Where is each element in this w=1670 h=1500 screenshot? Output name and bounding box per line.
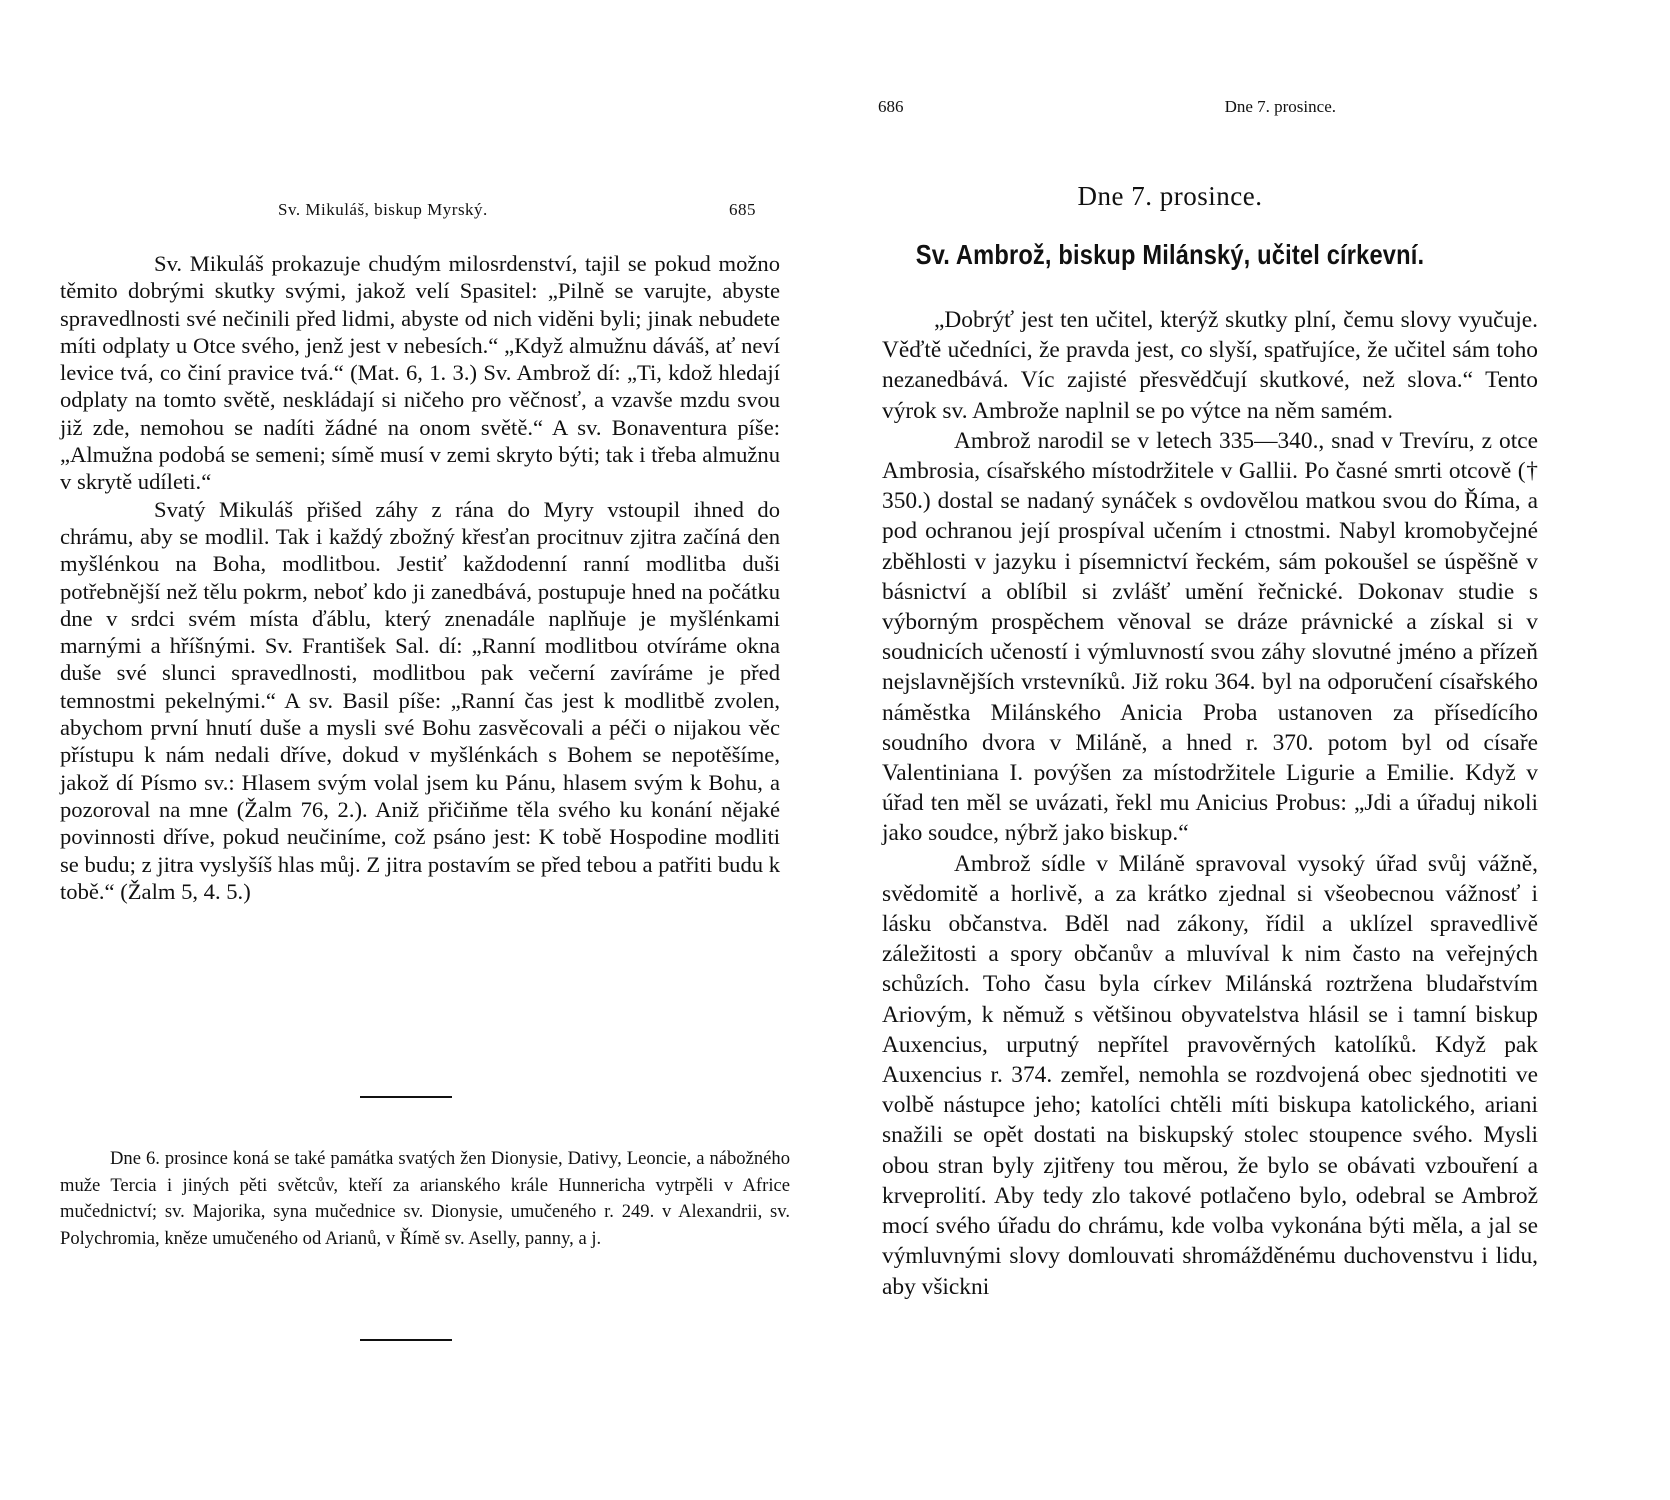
section-divider	[360, 1339, 452, 1341]
left-body-text	[60, 250, 780, 905]
right-paragraph-2: Ambrož narodil se v letech 335—340., snad v Trevíru, z otce Ambrosia, císařského místodržitele v Gallii. Po časné smrti otcově († 350.) dostal se nadaný synáček s ovdovělou matkou svou do Říma, a pod ochranou její prospíval učením i ctnostmi. Nabyl kromobyčejné zběhlosti v jazyku i písemnictví řeckém, sám pokoušel se úspěšně v básnictví a oblíbil si zvlášť umění řečnické. Dokonav studie s výborným prospěchem věnoval se dráze právnické a získal si v soudnicích učeností i výmluvností svou záhy slovutné jméno a přízeň nejslavnějších vrstevníků. Již roku 364. byl na odporučení císařského náměstka Milánského Anicia Proba ustanoven za přísedícího soudního dvora v Miláně, a hned r. 370. potom byl od císaře Valentiniana I. povýšen za místodržitele Ligurie a Emilie. Když v úřad ten měl se uvázati, řekl mu Anicius Probus: „Jdi a úřaduj nikoli jako soudce, nýbrž jako biskup.“	[882, 427, 1538, 847]
feast-date: Dne 7. prosince.	[1077, 181, 1263, 211]
left-page-number: 685	[729, 200, 756, 219]
footnote	[60, 1146, 790, 1252]
right-page-number: 686	[878, 97, 904, 116]
section-divider	[360, 1096, 452, 1098]
right-paragraph-1: „Dobrýť jest ten učitel, kterýž skutky plní, čemu slovy vyučuje. Věďtě učedníci, že pravda jest, co slyší, spatřujíce, že učitel sám toho nezanedbává. Víc zajisté přesvědčují skutkové, než slova.“ Tento výrok sv. Ambrože naplnil se po výtce na něm samém.	[882, 307, 1538, 424]
left-paragraph-1: Sv. Mikuláš prokazuje chudým milosrdenství, tajil se pokud možno těmito dobrými skutky svými, jakož velí Spasitel: „Pilně se varujte, abyste spravedlnosti své nečinili před lidmi, abyste od nich viděni byli; jinak nebudete míti odplaty u Otce svého, jenž jest v nebesích.“ „Když almužnu dáváš, ať neví levice tvá, co činí pravice tvá.“ (Mat. 6, 1. 3.) Sv. Ambrož dí: „Ti, kdož hledají odplaty na tomto světě, neskládají si ničeho pro věčnosť, a vzavše mzdu svou již zde, nemohou se nadíti žádné na onom světě.“ A sv. Bonaventura píše: „Almužna podobá se semeni; símě musí v zemi skryto býti; tak i třeba almužnu v skrytě udíleti.“	[60, 251, 780, 495]
right-page	[835, 0, 1670, 1500]
right-header-title: Dne 7. prosince.	[1224, 97, 1336, 116]
right-running-header	[878, 97, 1336, 117]
footnote-text: Dne 6. prosince koná se také památka svatých žen Dionysie, Dativy, Leoncie, a nábožného muže Tercia i jiných pěti světcův, kteří za arianského krále Hunnericha vytrpěli v Africe mučednictví; sv. Majorika, syna mučednice sv. Dionysie, umučeného r. 249. v Alexandrii, sv. Polychromia, kněze umučeného od Arianů, v Římě sv. Aselly, panny, a j.	[60, 1148, 790, 1249]
right-paragraph-3: Ambrož sídle v Miláně spravoval vysoký úřad svůj vážně, svědomitě a horlivě, a za krátko zjednal si všeobecnou vážnosť i lásku občanstva. Bděl nad zákony, řídil a uklízel spravedlivě záležitosti a spory občanův a mluvíval k nim často na veřejných schůzích. Toho času byla církev Milánská roztržena bludařstvím Ariovým, k němuž s většinou obyvatelstva hlásil se i tamní biskup Auxencius, urputný nepřítel pravověrných katolíků. Když pak Auxencius r. 374. zemřel, nemohla se rozdvojená obec sjednotiti ve volbě nástupce jeho; katolíci chtěli míti biskupa katolického, ariani snažili se opět dostati na biskupský stolec stoupence svého. Mysli obou stran byly zjitřeny tou měrou, že bylo se obávati vzbouření a krveprolití. Aby tedy zlo takové potlačeno bylo, odebral se Ambrož mocí svého úřadu do chrámu, kde volba vykonána býti měla, a jal se výmluvnými slovy domlouvati shromážděnému duchovenstvu i lidu, aby všickni	[882, 850, 1538, 1300]
left-header-title: Sv. Mikuláš, biskup Myrský.	[278, 200, 488, 219]
right-body-text	[882, 305, 1538, 1302]
left-paragraph-2: Svatý Mikuláš přišed záhy z rána do Myry vstoupil ihned do chrámu, aby se modlil. Tak i každý zbožný křesťan procitnuv zjitra začíná den myšlénkou na Boha, modlitbou. Jestiť každodenní ranní modlitba duši potřebnější než tělu pokrm, neboť kdo ji zanedbává, postupuje hned na počátku dne v srdci svém místa ďáblu, který znenadále naplňuje je myšlénkami marnými a hříšnými. Sv. František Sal. dí: „Ranní modlitbou otvíráme okna duše své slunci spravedlnosti, modlitbou pak večerní zavíráme je před temnostmi pekelnými.“ A sv. Basil píše: „Ranní čas jest k modlitbě zvolen, abychom první hnutí duše a mysli své Bohu zasvěcovali a péči o nijakou věc přístupu k nám nedali dříve, dokud v myšlénkách s Bohem se nepotěšíme, jakož dí Písmo sv.: Hlasem svým volal jsem ku Pánu, hlasem svým k Bohu, a pozoroval na mne (Žalm 76, 2.). Aniž přičiňme těla svého ku konání nějaké povinnosti dříve, pokud neučiníme, což psáno jest: K tobě Hospodine modliti se budu; z jitra vyslyšíš hlas můj. Z jitra postavím se před tebou a patřiti budu k tobě.“ (Žalm 5, 4. 5.)	[60, 496, 780, 904]
left-running-header	[278, 200, 756, 220]
chapter-title: Sv. Ambrož, biskup Milánský, učitel církevní.	[915, 239, 1425, 270]
